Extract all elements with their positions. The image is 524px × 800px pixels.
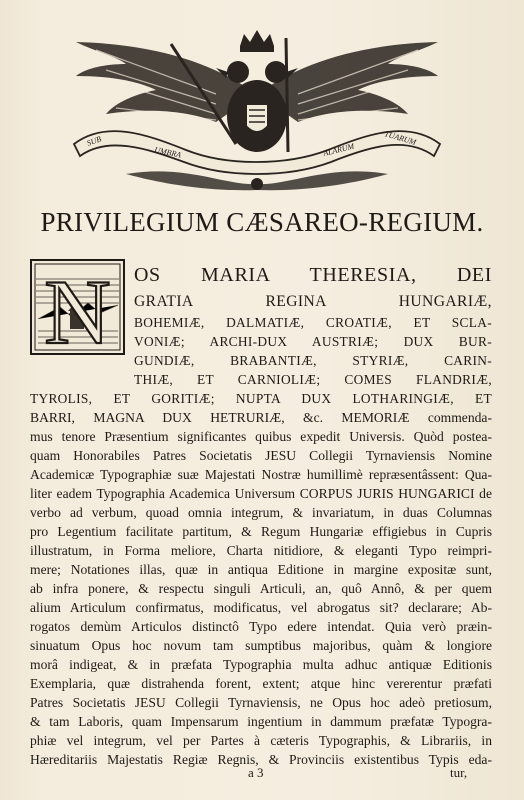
text-line: verbo ad verbum, quoad omnia integrum, & invariatum, in duas Columnas (30, 505, 492, 520)
text-line: THIÆ, ET CARNIOLIÆ; COMES FLANDRIÆ, (134, 372, 492, 387)
text-line: BOHEMIÆ, DALMATIÆ, CROATIÆ, ET SCLA- (134, 315, 492, 330)
text-line: VONIÆ; ARCHI-DUX AUSTRIÆ; DUX BUR- (134, 334, 492, 349)
text-line: sinuatum Opus hoc novum tam sumptibus majoribus, quàm & longiore (30, 638, 492, 653)
text-line: ab infra ponere, & respectu singuli Articuli, an, quô Annô, & per quem (30, 581, 492, 596)
ribbon-motto-word: SUB (85, 134, 103, 148)
double-headed-eagle-icon (66, 24, 448, 194)
page-title: PRIVILEGIUM CÆSAREO-REGIUM. (40, 207, 484, 237)
text-line: Hæreditariis Majestatis Regiæ Regnis, & Provinciis existentibus Typis eda- (30, 752, 492, 767)
text-line: Academicæ Typographiæ suæ Majestati Nostræ humillimè repræsentâssent: Qua- (30, 467, 492, 482)
text-line: illustratum, in Forma meliore, Charta nitidiore, & eleganti Typo reimpri- (30, 543, 492, 558)
text-line: liter eadem Typographia Academica Universum CORPUS JURIS HUNGARICI de (30, 486, 492, 501)
text-line: phiæ vel integrum, vel per Partes à cæteris Typographis, & Librariis, in (30, 733, 492, 748)
text-line: GRATIA REGINA HUNGARIÆ, (134, 293, 492, 310)
signature-mark: a 3 (248, 765, 264, 780)
text-line: & tam Laboris, quam Impensarum ingentium in dammum præfatæ Typogra- (30, 714, 492, 729)
ribbon-motto-word: UMBRA (153, 145, 182, 160)
text-line: mere; Notationes illas, quæ in antiqua Editione in margine expositæ sunt, (30, 562, 492, 577)
catchword: tur, (450, 765, 468, 780)
text-line: rogatos demùm Articulos distinctô Typo edere intendat. Quia verò præin- (30, 619, 492, 634)
eagle-headpiece-engraving (66, 24, 448, 194)
text-line: Exemplaria, quæ distrahenda forent, extent; atque hinc vererentur præfati (30, 676, 492, 691)
ribbon-motto-word: ALARUM (322, 141, 356, 158)
decorated-initial-n (30, 259, 125, 355)
text-line: OS MARIA THERESIA, DEI (134, 264, 492, 286)
text-line: morâ indigeat, & in præfata Typographia multa adhuc antiquæ Editionis (30, 657, 492, 672)
text-line: alium Articulum confirmatus, modificatus, vel abrogatus sit? declarare; Ab- (30, 600, 492, 615)
text-line: pro Legentium facilitate partitum, & Regum Hungariæ effigiebus in Cupris (30, 524, 492, 539)
text-line: BARRI, MAGNA DUX HETRURIÆ, &c. MEMORIÆ commenda- (30, 410, 492, 425)
text-line: quam Honorabiles Patres Societatis JESU Collegii Tyrnaviensis Nomine (30, 448, 492, 463)
text-line: GUNDIÆ, BRABANTIÆ, STYRIÆ, CARIN- (134, 353, 492, 368)
ribbon-motto-word: TUARUM (383, 129, 418, 147)
text-line: Patres Societatis JESU Collegii Tyrnaviensis, ne Opus hoc adeò pretiosum, (30, 695, 492, 710)
text-line: TYROLIS, ET GORITIÆ; NUPTA DUX LOTHARINGIÆ, ET (30, 391, 492, 406)
text-line: mus tenore Præsentium significantes quibus expedit Universis. Quòd postea- (30, 429, 492, 444)
svg-text:N: N (44, 261, 111, 355)
